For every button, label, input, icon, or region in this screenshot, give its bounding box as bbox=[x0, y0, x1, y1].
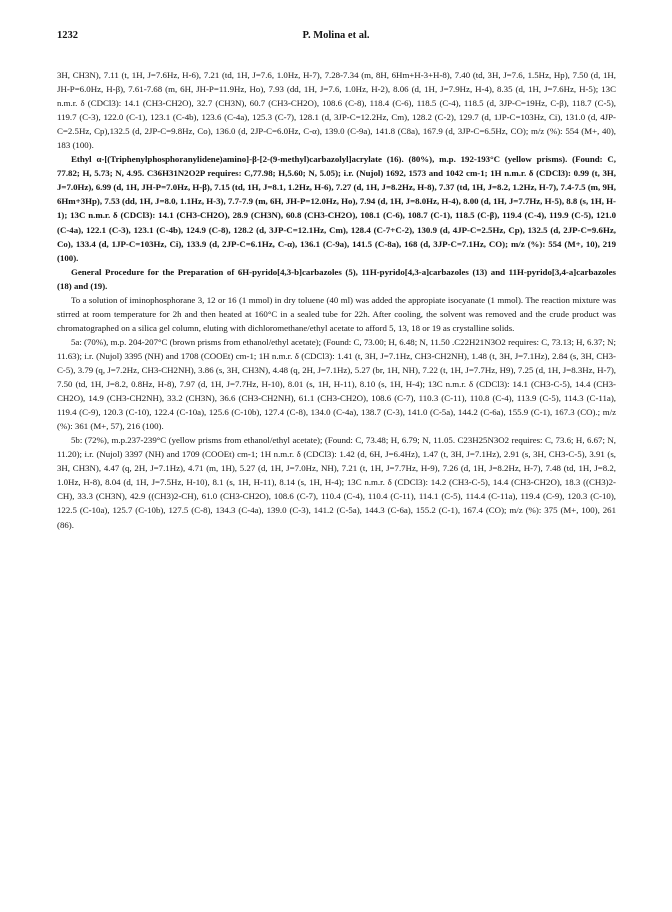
paragraph-compound-5b: 5b: (72%), m.p.237-239°C (yellow prisms from ethanol/ethyl acetate); (Found: C, 73.48; H, 6.79; N, 11.05. C23H25N3O2 requires: C, 73.6; H, 6.67; N, 11.20); i.r. (Nujol) 3397 (NH) and 1709 (COOEt) cm-1; 1H n.m.r. δ (CDCl3): 1.42 (d, 6H, J=6.4Hz), 1.47 (t, 3H, J=7.1Hz), 2.91 (s, 3H, CH3-C-5), 3.91 (s, 3H, CH3N), 4.47 (q, 2H, J=7.1Hz), 4.71 (m, 1H), 5.27 (d, 1H, J=7.0Hz, NH), 7.21 (t, 1H, J=7.7Hz, H-9), 7.26 (d, 1H, J=8.2Hz, H-7), 7.48 (td, 1H, J=8.2, 1.0Hz, H-8), 8.04 (d, 1H, J=7.5Hz, H-10), 8.1 (s, 1H, H-11), 8.14 (s, 1H, H-4); 13C n.m.r. δ (CDCl3): 14.2 (CH3-C-5), 14.4 (CH3-CH2O), 18.3 ((CH3)2-CH), 33.3 (CH3N), 42.9 ((CH3)2-CH), 61.0 (CH3-CH2O), 108.6 (C-7), 110.4 (C-4), 110.4 (C-11), 114.1 (C-5), 114.4 (C-11a), 119.4 (C-9), 120.3 (C-10), 122.5 (C-10a), 125.7 (C-10b), 127.5 (C-8), 134.3 (C-4a), 139.0 (C-3), 141.2 (C-5a), 144.3 (C-6a), 155.2 (C-1), 167.4 (CO); m/z (%): 375 (M+, 100), 261 (86). bbox=[57, 435, 616, 530]
page-number: 1232 bbox=[57, 30, 78, 41]
section-heading-general-procedure: General Procedure for the Preparation of 6H-pyrido[4,3-b]carbazoles (5), 11H-pyrido[4,3-a]carbazoles (13) and 11H-pyrido[3,4-a]carbazoles (18) and (19). bbox=[57, 266, 616, 291]
running-header bbox=[57, 30, 615, 46]
paragraph-compound-5a: 5a: (70%), m.p. 204-207°C (brown prisms from ethanol/ethyl acetate); (Found: C, 73.00; H, 6.48; N, 11.50 .C22H21N3O2 requires: C, 73.13; H, 6.37; N; 11.63); i.r. (Nujol) 3395 (NH) and 1708 (COOEt) cm-1; 1H n.m.r. δ (CDCl3): 1.41 (t, 3H, J=7.1Hz, CH3-CH2NH), 1.48 (t, 3H, J=7.1Hz), 2.84 (s, 3H, CH3-C-5), 3.79 (q, J=7.2Hz, CH3-CH2NH), 3.86 (s, 3H, CH3N), 4.48 (q, 2H, J=7.1Hz), 5.27 (br, 1H, NH), 7.22 (t, 1H, J=7.7Hz, H9), 7.25 (d, 1H, J=8.3Hz, H-7), 7.50 (td, 1H, J=8.2, 0.8Hz, H-8), 7.97 (d, 1H, J=7.7Hz, H-10), 8.01 (s, 1H, H-11), 8.10 (s, 1H, H-4); 13C n.m.r. δ (CDCl3): 14.1 (CH3-C-5), 14.4 (CH3-CH2O), 14.9 (CH3-CH2NH), 33.2 (CH3N), 36.6 (CH3-CH2NH), 61.1 (CH3-CH2O), 108.6 (C-7), 110.3 (C-11), 110.8 (C-4), 113.9 (C-5), 114.3 (C-11a), 119.4 (C-9), 120.3 (C-10), 122.4 (C-10a), 125.6 (C-10b), 127.4 (C-8), 134.0 (C-4a), 138.7 (C-3), 141.0 (C-5a), 144.2 (C-6a), 155.9 (C-1), 167.3 (CO).; m/z (%): 361 (M+, 57), 216 (100). bbox=[57, 336, 616, 432]
paragraph-procedure: To a solution of iminophosphorane 3, 12 or 16 (1 mmol) in dry toluene (40 ml) was added the appropiate isocyanate (1 mmol). The reaction mixture was stirred at room temperature for 2h and then heated at 160°C in a sealed tube for 22h. After cooling, the solvent was removed and the crude product was chromatographed on a silica gel column, eluting with dichloromethane/ethyl acetate to afford 5, 13, 18 or 19 as crystalline solids. bbox=[57, 294, 616, 333]
running-authors: P. Molina et al. bbox=[302, 30, 370, 41]
article-body bbox=[57, 68, 616, 532]
paragraph-nmr-continuation: 3H, CH3N), 7.11 (t, 1H, J=7.6Hz, H-6), 7.21 (td, 1H, J=7.6, 1.0Hz, H-7), 7.28-7.34 (m, 8H, 6Hm+H-3+H-8), 7.40 (td, 3H, J=7.6, 1.5Hz, Hp), 7.50 (d, 1H, JH-P=6.0Hz, H-β), 7.61-7.68 (m, 6H, JH-P=11.9Hz, Ho), 7.93 (dd, 1H, J=7.6, 1.0Hz, H-2), 8.06 (d, 1H, J=7.9Hz, H-4), 8.35 (d, 1H, J=7.6Hz, H-5); 13C n.m.r. δ (CDCl3): 14.1 (CH3-CH2O), 32.7 (CH3N), 60.7 (CH3-CH2O), 108.6 (C-8), 118.4 (C-6), 118.5 (C-4), 118.5 (d, 3JP-C=19Hz, C-β), 118.7 (C-5), 119.7 (C-3), 122.0 (C-1), 123.1 (C-4b), 123.6 (C-4a), 125.3 (C-7), 128.1 (d, 3JP-C=12.2Hz, Cm), 128.2 (C-2), 129.7 (d, 1JP-C=103Hz, Ci), 131.0 (d, 4JP-C=2.5Hz, Cp),132.5 (d, 2JP-C=9.8Hz, Co), 136.0 (d, 2JP-C=6.0Hz, C-α), 139.0 (C-9a), 141.8 (C8a), 167.9 (d, 3JP-C=6.5Hz, CO); m/z (%): 554 (M+, 40), 183 (100). bbox=[57, 70, 616, 151]
paragraph-compound-16: Ethyl α-[(Triphenylphosphoranylidene)amino]-β-[2-(9-methyl)carbazolyl]acrylate (16). (80%), m.p. 192-193°C (yellow prisms). (Found: C, 77.82; H, 5.73; N, 4.95. C36H31N2O2P requires: C,77.98; H,5.60; N, 5.05); i.r. (Nujol) 1692, 1573 and 1042 cm-1; 1H n.m.r. δ (CDCl3): 0.99 (t, 3H, J=7.0Hz), 6.99 (d, 1H, JH-P=7.0Hz, H-β), 7.15 (td, 1H, J=8.1, 1.2Hz, H-6), 7.27 (d, 1H, J=8.2Hz, H-8), 7.37 (td, 1H, J=8.2, 1.2Hz, H-7), 7.4-7.5 (m, 9H, 6Hm+3Hp), 7.53 (dd, 1H, J=8.0, 1.1Hz, H-3), 7.7-7.9 (m, 6H, JH-P=12.0Hz, Ho), 7.94 (d, 1H, J=8.0Hz, H-4), 8.00 (d, 1H, J=7.7Hz, H-5), 8.8 (s, 1H, H-1); 13C n.m.r. δ (CDCl3): 14.1 (CH3-CH2O), 28.9 (CH3N), 60.8 (CH3-CH2O), 108.1 (C-6), 108.7 (C-1), 118.5 (C-β), 119.4 (C-4), 119.9 (C-5), 121.0 (C-4a), 122.1 (C-3), 123.1 (C-4b), 124.9 (C-8), 128.2 (d, 3JP-C=12.1Hz, Cm), 128.4 (C-7+C-2), 130.9 (d, 4JP-C=2.5Hz, Cp), 132.5 (d, 2JP-C=9.6Hz, Co), 133.4 (d, 1JP-C=103Hz, Ci), 133.9 (d, 2JP-C=6.1Hz, C-α), 136.1 (C-9a), 141.5 (C-8a), 168 (d, 3JP-C=7.1Hz, CO); m/z (%): 554 (M+, 10), 219 (100). bbox=[57, 154, 616, 263]
